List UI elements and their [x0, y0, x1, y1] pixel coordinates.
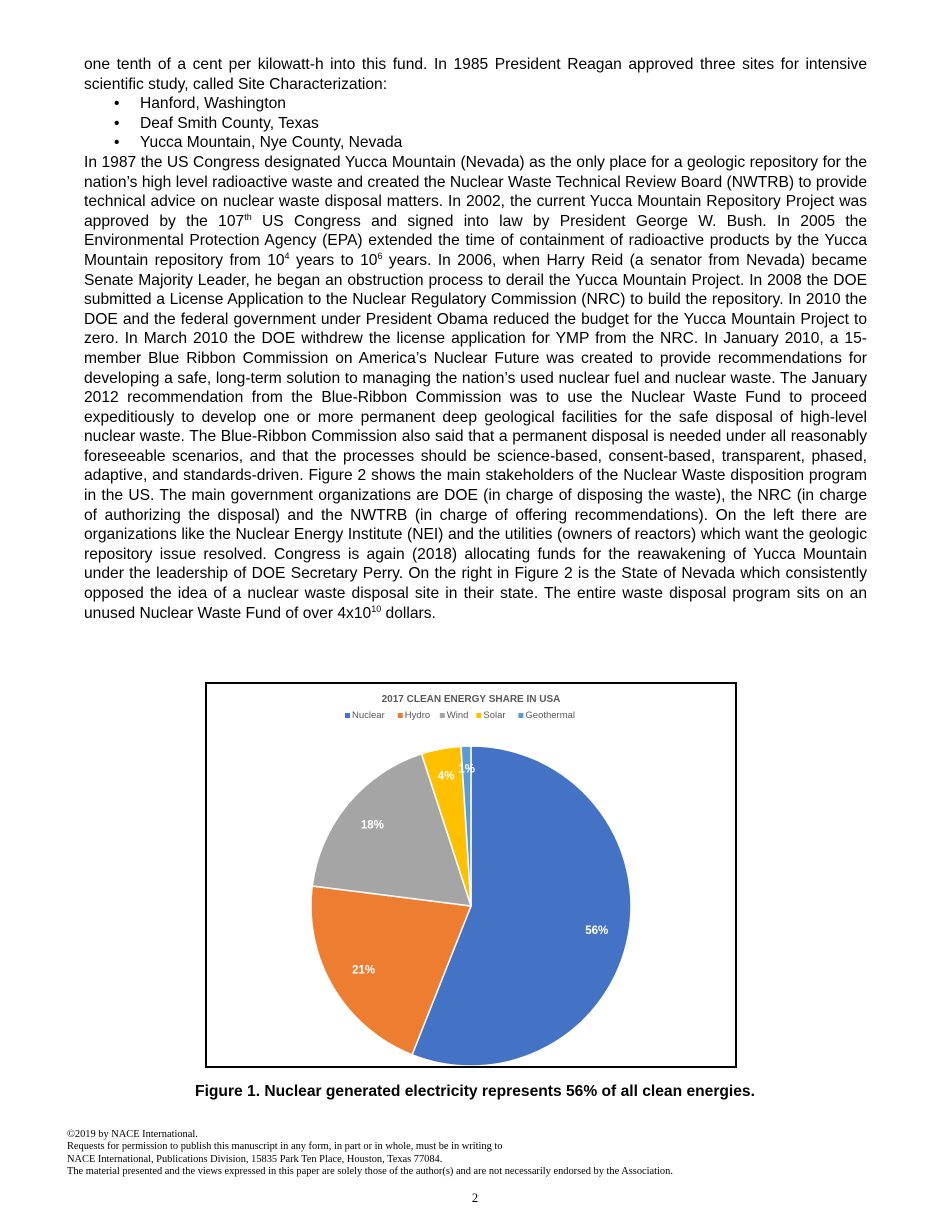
figure-caption: Figure 1. Nuclear generated electricity represents 56% of all clean energies.: [195, 1083, 755, 1100]
body-text: [84, 55, 867, 623]
legend-swatch-hydro: [398, 713, 403, 718]
footer-line: Requests for permission to publish this manuscript in any form, in part or in whole, must be in writing to: [67, 1141, 503, 1153]
data-label-hydro: 21%: [352, 964, 376, 977]
legend-swatch-nuclear: [345, 713, 350, 718]
list-item: • Yucca Mountain, Nye County, Nevada: [114, 134, 403, 152]
data-label-geothermal: 1%: [458, 763, 475, 776]
legend-label-geothermal: Geothermal: [525, 710, 576, 721]
data-label-wind: 18%: [360, 819, 384, 832]
bullet-icon: •: [114, 95, 120, 113]
list-item: • Hanford, Washington: [114, 95, 286, 113]
pie-slices: [311, 746, 631, 1066]
legend-label-solar: Solar: [483, 710, 506, 721]
chart-legend: [345, 710, 575, 721]
legend-swatch-wind: [440, 713, 445, 718]
page-number: 2: [471, 1191, 479, 1205]
legend-swatch-geothermal: [518, 713, 523, 718]
data-label-nuclear: 56%: [585, 924, 609, 937]
bullet-icon: •: [114, 134, 120, 152]
bullet-icon: •: [114, 114, 120, 132]
list-item: • Deaf Smith County, Texas: [114, 114, 319, 132]
paragraph-history: In 1987 the US Congress designated Yucca Mountain (Nevada) as the only place for a geologic repository for the nation’s high level radioactive waste and created the Nuclear Waste Technical Review Board (NWTRB) to provide technical advice on nuclear waste disposal matters. In 2002, the current Yucca Mountain Repository Project was approved by the 107th US Congress and signed into law by President George W. Bush. In 2005 the Environmental Protection Agency (EPA) extended the time of containment of radioactive products by the Yucca Mountain repository from $10^4$ years to $10^6$ years. In 2006, when Harry Reid (a senator from Nevada) became Senate Majority Leader, he began an obstruction process to derail the Yucca Mountain Project. In 2008 the DOE submitted a License Application to the Nuclear Regulatory Commission (NRC) to build the repository. In 2010 the DOE and the federal government under President Obama reduced the budget for the Yucca Mountain Project to zero. In March 2010 the DOE withdrew the license application for YMP from the NRC. In January 2010, a 15-member Blue Ribbon Commission on America’s Nuclear Future was created to provide recommendations for developing a safe, long-term solution to managing the nation’s used nuclear fuel and nuclear waste. The January 2012 recommendation from the Blue-Ribbon Commission was to use the Nuclear Waste Fund to proceed expeditiously to develop one or more permanent deep geological facilities for the safe disposal of high-level nuclear waste. The Blue-Ribbon Commission also said that a permanent disposal is needed under all reasonably foreseeable scenarios, and that the processes should be science-based, consent-based, transparent, phased, adaptive, and standards-driven. Figure 2 shows the main stakeholders of the Nuclear Waste disposition program in the US. The main government organizations are DOE (in charge of disposing the waste), the NRC (in charge of authorizing the disposal) and the NWTRB (in charge of offering recommendations). On the left there are organizations like the Nuclear Energy Institute (NEI) and the utilities (owners of reactors) which want the geologic repository issue resolved. Congress is again (2018) allocating funds for the reawakening of Yucca Mountain under the leadership of DOE Secretary Perry. On the right in Figure 2 is the State of Nevada which consistently opposed the idea of a nuclear waste disposal site in their state. The entire waste disposal program sits on an unused Nuclear Waste Fund of over $4x10^{10}$ dollars.: [84, 153, 867, 622]
chart-title: 2017 CLEAN ENERGY SHARE IN USA: [381, 694, 561, 705]
pie-chart: [207, 684, 735, 1066]
paragraph-intro: one tenth of a cent per kilowatt-h into this fund. In 1985 President Reagan approved three sites for intensive scientific study, called Site Characterization:: [84, 56, 867, 93]
copyright-footer: [67, 1129, 673, 1179]
legend-swatch-solar: [476, 713, 481, 718]
legend-label-nuclear: Nuclear: [352, 710, 385, 721]
footer-line: The material presented and the views expressed in this paper are solely those of the author(s) and are not necessarily endorsed by the Association.: [67, 1166, 673, 1178]
legend-label-hydro: Hydro: [404, 710, 431, 721]
pie-chart-figure: [205, 682, 737, 1068]
data-label-solar: 4%: [437, 770, 455, 783]
footer-line: NACE International, Publications Division, 15835 Park Ten Place, Houston, Texas 77084.: [67, 1153, 443, 1165]
footer-line: ©2019 by NACE International.: [67, 1129, 198, 1140]
legend-label-wind: Wind: [446, 710, 469, 721]
site-list: [84, 94, 867, 153]
